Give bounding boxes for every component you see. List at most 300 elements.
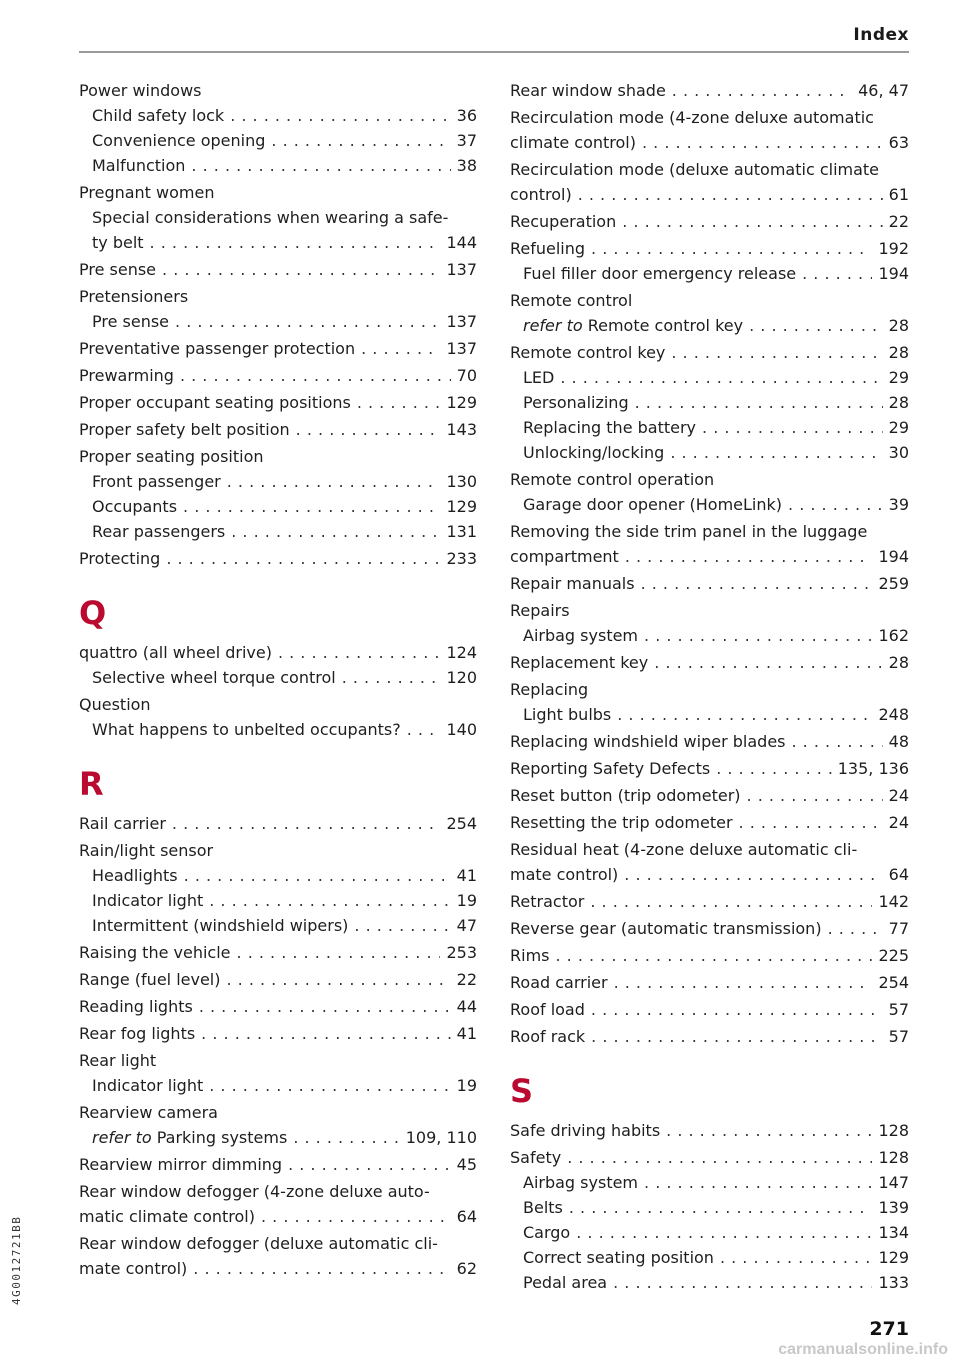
index-subentry — [79, 913, 477, 938]
entry-text: Retractor — [510, 892, 585, 911]
index-entry — [79, 1231, 477, 1256]
entry-text: Proper occupant seating positions — [79, 393, 351, 412]
section-letter-s: S — [510, 1072, 534, 1110]
page-reference: 120 — [446, 668, 477, 687]
index-subentry — [79, 1073, 477, 1098]
index-entry — [510, 970, 909, 995]
dot-leader — [278, 640, 441, 665]
index-entry — [510, 182, 909, 207]
entry-text: Pre sense — [92, 312, 170, 331]
index-entry — [79, 444, 477, 469]
dot-leader — [617, 702, 872, 727]
entry-text: Airbag system — [523, 1173, 639, 1192]
index-subentry — [79, 888, 477, 913]
index-subentry — [510, 261, 909, 286]
page-reference: 62 — [456, 1259, 477, 1278]
index-entry — [510, 650, 909, 675]
dot-leader — [792, 729, 883, 754]
entry-text: Road carrier — [510, 973, 608, 992]
entry-text: Light bulbs — [523, 705, 612, 724]
page-reference: 130 — [446, 472, 477, 491]
entry-text: Indicator light — [92, 891, 204, 910]
dot-leader — [199, 994, 451, 1019]
dot-leader — [271, 128, 450, 153]
index-entry — [510, 837, 909, 862]
entry-text: Headlights — [92, 866, 178, 885]
entry-text: Replacing windshield wiper blades — [510, 732, 786, 751]
entry-text: mate control) — [79, 1259, 188, 1278]
entry-text: control) — [510, 185, 572, 204]
dot-leader — [354, 913, 450, 938]
page-reference: 147 — [878, 1173, 909, 1192]
entry-text: Garage door opener (HomeLink) — [523, 495, 783, 514]
page-reference: 28 — [888, 343, 909, 362]
entry-text: Preventative passenger protection — [79, 339, 356, 358]
page-reference: 41 — [456, 1024, 477, 1043]
page-reference: 225 — [878, 946, 909, 965]
index-entry — [510, 677, 909, 702]
index-entry — [510, 78, 909, 103]
index-entry — [510, 1145, 909, 1170]
dot-leader — [209, 1073, 450, 1098]
entry-text: Roof load — [510, 1000, 585, 1019]
watermark: carmanualsonline.info — [778, 1341, 948, 1358]
entry-text: Proper seating position — [79, 447, 264, 466]
page-reference: 143 — [446, 420, 477, 439]
index-entry — [510, 1118, 909, 1143]
page-reference: 41 — [456, 866, 477, 885]
page-reference: 194 — [878, 547, 909, 566]
entry-text: Power windows — [79, 81, 202, 100]
dot-leader — [591, 997, 883, 1022]
index-entry — [510, 571, 909, 596]
entry-text: Rear light — [79, 1051, 157, 1070]
index-entry — [79, 838, 477, 863]
entry-text: Refueling — [510, 239, 586, 258]
entry-text: Rear window defogger (deluxe automatic cli- — [79, 1234, 438, 1253]
entry-text: Pre sense — [79, 260, 157, 279]
dot-leader — [614, 970, 873, 995]
dot-leader — [296, 417, 441, 442]
entry-text: Convenience opening — [92, 131, 266, 150]
page-reference: 129 — [446, 393, 477, 412]
page-reference: 77 — [888, 919, 909, 938]
entry-text: Replacing the battery — [523, 418, 697, 437]
header-rule — [79, 51, 909, 53]
entry-text: Rearview camera — [79, 1103, 218, 1122]
page-reference: 36 — [456, 106, 477, 125]
entry-text: Replacement key — [510, 653, 649, 672]
entry-text: What happens to unbelted occupants? — [92, 720, 401, 739]
page-reference: 38 — [456, 156, 477, 175]
dot-leader — [802, 261, 872, 286]
entry-text: Child safety lock — [92, 106, 225, 125]
page-number: 271 — [869, 1318, 909, 1340]
index-entry — [79, 811, 477, 836]
page-reference: 30 — [888, 443, 909, 462]
entry-text: Belts — [523, 1198, 563, 1217]
dot-leader — [226, 967, 450, 992]
page-reference: 57 — [888, 1027, 909, 1046]
entry-text: Occupants — [92, 497, 178, 516]
entry-text: Reading lights — [79, 997, 193, 1016]
dot-leader — [578, 182, 883, 207]
section-letter-r: R — [79, 765, 104, 803]
index-entry — [510, 598, 909, 623]
page-reference: 192 — [878, 239, 909, 258]
entry-text: Rearview mirror dimming — [79, 1155, 283, 1174]
page-reference: 45 — [456, 1155, 477, 1174]
dot-leader — [654, 650, 882, 675]
index-subentry — [79, 665, 477, 690]
page-reference: 46, 47 — [858, 81, 909, 100]
index-entry — [79, 994, 477, 1019]
dot-leader — [183, 494, 440, 519]
dot-leader — [613, 1270, 872, 1295]
index-entry — [510, 209, 909, 234]
page-reference: 128 — [878, 1148, 909, 1167]
index-entry — [510, 889, 909, 914]
index-entry — [510, 519, 909, 544]
page-reference: 37 — [456, 131, 477, 150]
index-entry — [79, 940, 477, 965]
dot-leader — [288, 1152, 451, 1177]
entry-text: Fuel filler door emergency release — [523, 264, 797, 283]
page-reference: 259 — [878, 574, 909, 593]
entry-text: Front passenger — [92, 472, 221, 491]
dot-leader — [172, 811, 441, 836]
index-entry — [510, 340, 909, 365]
entry-text: Reverse gear (automatic transmission) — [510, 919, 822, 938]
entry-text: Unlocking/locking — [523, 443, 665, 462]
page-header-title: Index — [853, 25, 909, 45]
dot-leader — [227, 469, 441, 494]
entry-text: climate control) — [510, 133, 636, 152]
index-entry — [79, 1204, 477, 1229]
index-entry — [510, 544, 909, 569]
index-column-right — [510, 78, 909, 1295]
index-entry — [79, 284, 477, 309]
entry-text: Replacing — [510, 680, 589, 699]
index-subentry — [79, 494, 477, 519]
dot-leader — [231, 519, 440, 544]
page-reference: 28 — [888, 653, 909, 672]
entry-text: LED — [523, 368, 555, 387]
entry-text: quattro (all wheel drive) — [79, 643, 272, 662]
entry-text: Correct seating position — [523, 1248, 714, 1267]
dot-leader — [716, 756, 832, 781]
page-reference: 29 — [888, 418, 909, 437]
page-reference: 28 — [888, 393, 909, 412]
dot-leader — [624, 862, 882, 887]
page-reference: 47 — [456, 916, 477, 935]
index-entry — [510, 130, 909, 155]
index-subentry — [79, 1125, 477, 1150]
page-reference: 64 — [888, 865, 909, 884]
page-reference: 248 — [878, 705, 909, 724]
entry-text: compartment — [510, 547, 619, 566]
page-reference: 134 — [878, 1223, 909, 1242]
dot-leader — [672, 78, 852, 103]
entry-text: Proper safety belt position — [79, 420, 290, 439]
page-reference: 44 — [456, 997, 477, 1016]
dot-leader — [293, 1125, 399, 1150]
entry-text: Rear window shade — [510, 81, 666, 100]
entry-text: Prewarming — [79, 366, 174, 385]
index-subentry — [79, 309, 477, 334]
index-subentry — [79, 519, 477, 544]
index-entry — [79, 1100, 477, 1125]
entry-text: Raising the vehicle — [79, 943, 231, 962]
index-entry — [79, 1256, 477, 1281]
page-reference: 135, 136 — [837, 759, 909, 778]
index-subentry — [79, 230, 477, 255]
entry-text: Rims — [510, 946, 550, 965]
entry-text — [523, 313, 743, 338]
entry-text: Pedal area — [523, 1273, 608, 1292]
entry-text: Rear passengers — [92, 522, 226, 541]
index-entry — [510, 729, 909, 754]
index-entry — [510, 943, 909, 968]
entry-text: Protecting — [79, 549, 161, 568]
dot-leader — [590, 889, 872, 914]
dot-leader — [828, 916, 883, 941]
entry-text: Safety — [510, 1148, 562, 1167]
dot-leader — [625, 544, 873, 569]
page-reference: 139 — [878, 1198, 909, 1217]
index-subentry — [510, 440, 909, 465]
page-reference: 124 — [446, 643, 477, 662]
page-reference: 24 — [888, 786, 909, 805]
entry-text: Reset button (trip odometer) — [510, 786, 741, 805]
index-subentry — [79, 205, 477, 230]
page-reference: 57 — [888, 1000, 909, 1019]
page-reference: 129 — [446, 497, 477, 516]
page-reference: 162 — [878, 626, 909, 645]
entry-text: Roof rack — [510, 1027, 586, 1046]
index-entry — [79, 640, 477, 665]
index-subentry — [510, 390, 909, 415]
dot-leader — [567, 1145, 872, 1170]
page-reference: 22 — [456, 970, 477, 989]
dot-leader — [237, 940, 441, 965]
index-subentry — [510, 415, 909, 440]
entry-text: Removing the side trim panel in the luggage — [510, 522, 868, 541]
section-letter-q: Q — [79, 594, 107, 632]
entry-text: Cargo — [523, 1223, 571, 1242]
dot-leader — [720, 1245, 873, 1270]
index-subentry — [79, 717, 477, 742]
entry-text: Indicator light — [92, 1076, 204, 1095]
index-entry — [79, 1021, 477, 1046]
index-entry — [510, 916, 909, 941]
entry-text: Selective wheel torque control — [92, 668, 336, 687]
entry-text: Rear window defogger (4-zone deluxe auto- — [79, 1182, 430, 1201]
entry-text: Rain/light sensor — [79, 841, 214, 860]
dot-leader — [209, 888, 450, 913]
entry-text: Special considerations when wearing a safe- — [92, 208, 449, 227]
page-reference: 109, 110 — [405, 1128, 477, 1147]
entry-text: matic climate control) — [79, 1207, 255, 1226]
entry-text: Repairs — [510, 601, 570, 620]
page-reference: 140 — [446, 720, 477, 739]
index-entry — [79, 390, 477, 415]
entry-text: ty belt — [92, 233, 144, 252]
entry-text: Reporting Safety Defects — [510, 759, 711, 778]
page-reference: 29 — [888, 368, 909, 387]
page-reference: 22 — [888, 212, 909, 231]
entry-text: Safe driving habits — [510, 1121, 661, 1140]
cross-reference-target: Parking systems — [156, 1128, 288, 1147]
index-subentry — [79, 128, 477, 153]
index-entry — [510, 862, 909, 887]
index-subentry — [510, 492, 909, 517]
document-code: 4G0012721BB — [10, 1215, 23, 1305]
index-entry — [79, 417, 477, 442]
page-reference: 254 — [446, 814, 477, 833]
page-reference: 142 — [878, 892, 909, 911]
index-subentry — [510, 365, 909, 390]
entry-text: Range (fuel level) — [79, 970, 221, 989]
entry-text: Rear fog lights — [79, 1024, 196, 1043]
dot-leader — [670, 440, 882, 465]
index-subentry — [510, 1245, 909, 1270]
dot-leader — [642, 130, 883, 155]
page-reference: 131 — [446, 522, 477, 541]
dot-leader — [702, 415, 883, 440]
entry-text: Question — [79, 695, 151, 714]
dot-leader — [175, 309, 440, 334]
page-reference: 19 — [456, 891, 477, 910]
page-reference: 61 — [888, 185, 909, 204]
dot-leader — [150, 230, 441, 255]
dot-leader — [635, 390, 883, 415]
index-entry — [79, 257, 477, 282]
dot-leader — [644, 1170, 872, 1195]
index-subentry — [510, 313, 909, 338]
dot-leader — [749, 313, 883, 338]
dot-leader — [576, 1220, 872, 1245]
page-reference: 253 — [446, 943, 477, 962]
page-reference: 48 — [888, 732, 909, 751]
entry-text: Remote control operation — [510, 470, 715, 489]
dot-leader — [569, 1195, 873, 1220]
index-entry — [79, 180, 477, 205]
entry-text: Intermittent (windshield wipers) — [92, 916, 349, 935]
dot-leader — [180, 363, 451, 388]
dot-leader — [644, 623, 872, 648]
page-reference: 19 — [456, 1076, 477, 1095]
dot-leader — [230, 103, 450, 128]
cross-reference-target: Remote control key — [587, 316, 744, 335]
index-entry — [510, 810, 909, 835]
index-entry — [79, 967, 477, 992]
dot-leader — [666, 1118, 872, 1143]
index-entry — [510, 467, 909, 492]
index-entry — [510, 236, 909, 261]
page-reference: 39 — [888, 495, 909, 514]
dot-leader — [641, 571, 873, 596]
entry-text: Remote control — [510, 291, 633, 310]
cross-reference-label: refer to — [523, 316, 583, 335]
page-reference: 137 — [446, 260, 477, 279]
index-entry — [79, 1048, 477, 1073]
dot-leader — [555, 943, 872, 968]
dot-leader — [671, 340, 882, 365]
entry-text: Airbag system — [523, 626, 639, 645]
dot-leader — [201, 1021, 450, 1046]
index-subentry — [79, 469, 477, 494]
entry-text: Residual heat (4-zone deluxe automatic cli- — [510, 840, 858, 859]
page-reference: 28 — [888, 316, 909, 335]
index-entry — [79, 692, 477, 717]
page-reference: 133 — [878, 1273, 909, 1292]
index-entry — [79, 78, 477, 103]
dot-leader — [342, 665, 441, 690]
dot-leader — [407, 717, 441, 742]
index-column-left — [79, 78, 477, 1281]
index-subentry — [510, 1195, 909, 1220]
dot-leader — [191, 153, 450, 178]
entry-text — [92, 1125, 287, 1150]
entry-text: Recirculation mode (4-zone deluxe automatic — [510, 108, 874, 127]
dot-leader — [261, 1204, 451, 1229]
dot-leader — [739, 810, 883, 835]
entry-text: Personalizing — [523, 393, 629, 412]
entry-text: mate control) — [510, 865, 619, 884]
index-entry — [510, 157, 909, 182]
index-entry — [510, 783, 909, 808]
dot-leader — [193, 1256, 450, 1281]
index-entry — [79, 546, 477, 571]
index-entry — [79, 1152, 477, 1177]
index-entry — [510, 1024, 909, 1049]
index-entry — [510, 997, 909, 1022]
index-subentry — [79, 103, 477, 128]
dot-leader — [166, 546, 440, 571]
index-entry — [510, 756, 909, 781]
entry-text: Recirculation mode (deluxe automatic climate — [510, 160, 880, 179]
dot-leader — [357, 390, 441, 415]
dot-leader — [560, 365, 882, 390]
entry-text: Remote control key — [510, 343, 666, 362]
page-reference: 129 — [878, 1248, 909, 1267]
dot-leader — [747, 783, 883, 808]
entry-text: Repair manuals — [510, 574, 635, 593]
entry-text: Pretensioners — [79, 287, 189, 306]
index-entry — [510, 105, 909, 130]
index-subentry — [510, 1220, 909, 1245]
dot-leader — [184, 863, 451, 888]
page-reference: 64 — [456, 1207, 477, 1226]
index-subentry — [510, 623, 909, 648]
entry-text: Malfunction — [92, 156, 186, 175]
page-reference: 70 — [456, 366, 477, 385]
dot-leader — [591, 236, 872, 261]
page-reference: 24 — [888, 813, 909, 832]
dot-leader — [788, 492, 883, 517]
page-reference: 144 — [446, 233, 477, 252]
index-subentry — [510, 702, 909, 727]
dot-leader — [162, 257, 440, 282]
page-reference: 137 — [446, 312, 477, 331]
index-subentry — [79, 153, 477, 178]
dot-leader — [361, 336, 440, 361]
entry-text: Resetting the trip odometer — [510, 813, 733, 832]
index-entry — [79, 336, 477, 361]
dot-leader — [622, 209, 882, 234]
page-reference: 137 — [446, 339, 477, 358]
